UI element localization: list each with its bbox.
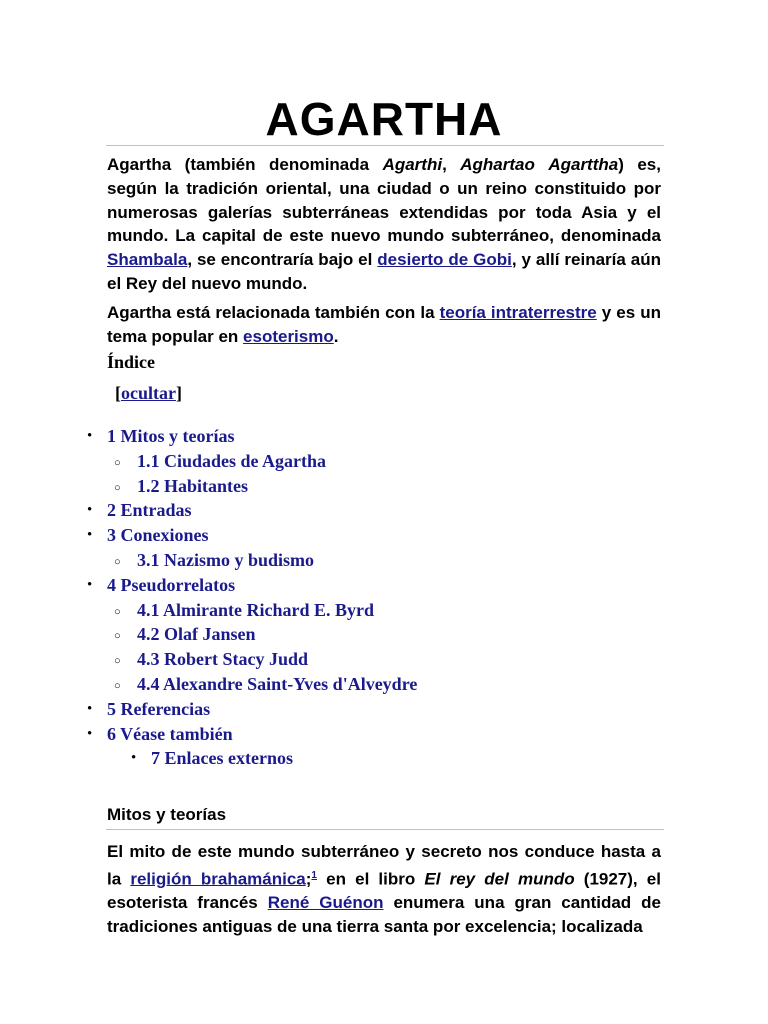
text-run: El mito de este mundo subterráneo y secreto nos conduce hasta a la (107, 842, 661, 889)
toc-item[interactable] (0, 647, 768, 672)
toc-item[interactable] (0, 622, 768, 647)
rene-guenon-link[interactable]: René Guénon (267, 893, 384, 913)
circle-bullet-icon: ○ (114, 655, 121, 668)
toc-item-label[interactable]: 1 Mitos y teorías (107, 426, 235, 446)
toc-item-label[interactable]: 4.2 Olaf Jansen (137, 624, 256, 645)
toc-item-label[interactable]: 4.4 Alexandre Saint-Yves d'Alveydre (137, 673, 418, 694)
toc-item-label[interactable]: 2 Entradas (107, 500, 192, 521)
toc-item-label[interactable]: 7 Enlaces externos (151, 748, 293, 769)
bullet-icon: • (87, 502, 93, 519)
toc-item-label[interactable]: 6 Véase también (107, 723, 233, 744)
intro-paragraph-2 (107, 301, 661, 349)
text-run: , (442, 155, 461, 174)
teoria-intraterrestre-link[interactable]: teoría intraterrestre (439, 303, 597, 322)
toc-item[interactable] (0, 474, 768, 499)
toc-item[interactable] (0, 672, 768, 697)
text-run: en el libro (316, 869, 425, 889)
text-run: Agartha está relacionada también con la (107, 303, 440, 322)
text-run: (1927), el esoterista francés (107, 869, 661, 913)
bullet-icon: • (87, 576, 93, 593)
circle-bullet-icon: ○ (114, 679, 121, 692)
desierto-de-gobi-link[interactable]: desierto de Gobi (377, 250, 512, 270)
toc-item-label[interactable]: 4.3 Robert Stacy Judd (137, 649, 309, 670)
toc-item[interactable] (0, 424, 768, 449)
text-run: . (333, 326, 339, 346)
bullet-icon: • (87, 700, 93, 717)
toc-item[interactable] (0, 498, 768, 523)
toc-item[interactable] (0, 722, 768, 747)
shambala-link[interactable]: Shambala (107, 250, 188, 270)
toc-item[interactable] (0, 697, 768, 722)
text-run: enumera una gran cantidad de tradiciones antiguas de una tierra santa por excelencia; localizada (107, 893, 662, 937)
circle-bullet-icon: ○ (114, 630, 121, 643)
italic-term: Agarttha (548, 155, 619, 174)
section1-paragraph-1 (107, 840, 661, 939)
intro-paragraph-1 (107, 153, 661, 296)
italic-term: Aghartao (460, 155, 535, 174)
toc-item-label[interactable]: 5 Referencias (107, 698, 211, 719)
bullet-icon: • (87, 725, 93, 742)
bullet-icon: • (87, 428, 93, 444)
text-run (535, 155, 548, 174)
religion-brahamanica-link[interactable]: religión brahamánica (130, 869, 306, 889)
toc-item-label[interactable]: 3.1 Nazismo y budismo (137, 549, 315, 570)
toc-item[interactable] (0, 523, 768, 548)
bracket-open: [ (115, 383, 121, 403)
title-divider (106, 145, 664, 146)
circle-bullet-icon: ○ (114, 456, 121, 469)
italic-title: El rey del mundo (424, 869, 575, 889)
toc-item-label[interactable]: 4 Pseudorrelatos (107, 574, 236, 595)
reference-1-link[interactable]: 1 (311, 869, 317, 881)
page-title: AGARTHA (265, 93, 503, 145)
toc-item-label[interactable]: 1.1 Ciudades de Agartha (137, 450, 327, 471)
section-heading-mitos: Mitos y teorías (107, 805, 227, 824)
italic-term: Agarthi (382, 155, 443, 174)
toc-item[interactable] (0, 598, 768, 623)
toc-heading: Índice (107, 352, 156, 372)
text-run: , y allí reinaría aún el Rey del nuevo mundo. (107, 250, 661, 293)
text-run: ) es, según la tradición oriental, una ciudad o un reino constituido por numerosas galerías subterráneas extendidas por toda Asia y el mundo. La capital de este nuevo mundo subterráneo, denominada (107, 155, 661, 246)
esoterismo-link[interactable]: esoterismo (243, 326, 334, 346)
text-run: , se encontraría bajo el (187, 250, 378, 270)
table-of-contents (0, 424, 768, 771)
toc-item[interactable] (0, 548, 768, 573)
toc-toggle (115, 383, 182, 404)
bullet-icon: • (131, 750, 137, 767)
section-divider (106, 829, 664, 830)
bracket-close: ] (175, 383, 182, 403)
ocultar-link[interactable]: ocultar (121, 383, 176, 403)
toc-item[interactable] (0, 746, 768, 771)
circle-bullet-icon: ○ (114, 605, 121, 618)
toc-item-label[interactable]: 4.1 Almirante Richard E. Byrd (137, 599, 374, 620)
toc-item[interactable] (0, 573, 768, 598)
toc-item[interactable] (0, 449, 768, 474)
circle-bullet-icon: ○ (114, 481, 121, 494)
toc-item-label[interactable]: 1.2 Habitantes (137, 475, 249, 496)
toc-item-label[interactable]: 3 Conexiones (107, 525, 209, 546)
bullet-icon: • (87, 527, 93, 544)
text-run: ; (305, 869, 312, 889)
text-run: y es un tema popular en (107, 303, 662, 346)
circle-bullet-icon: ○ (114, 555, 121, 568)
text-run: Agartha (también denominada (107, 155, 383, 174)
